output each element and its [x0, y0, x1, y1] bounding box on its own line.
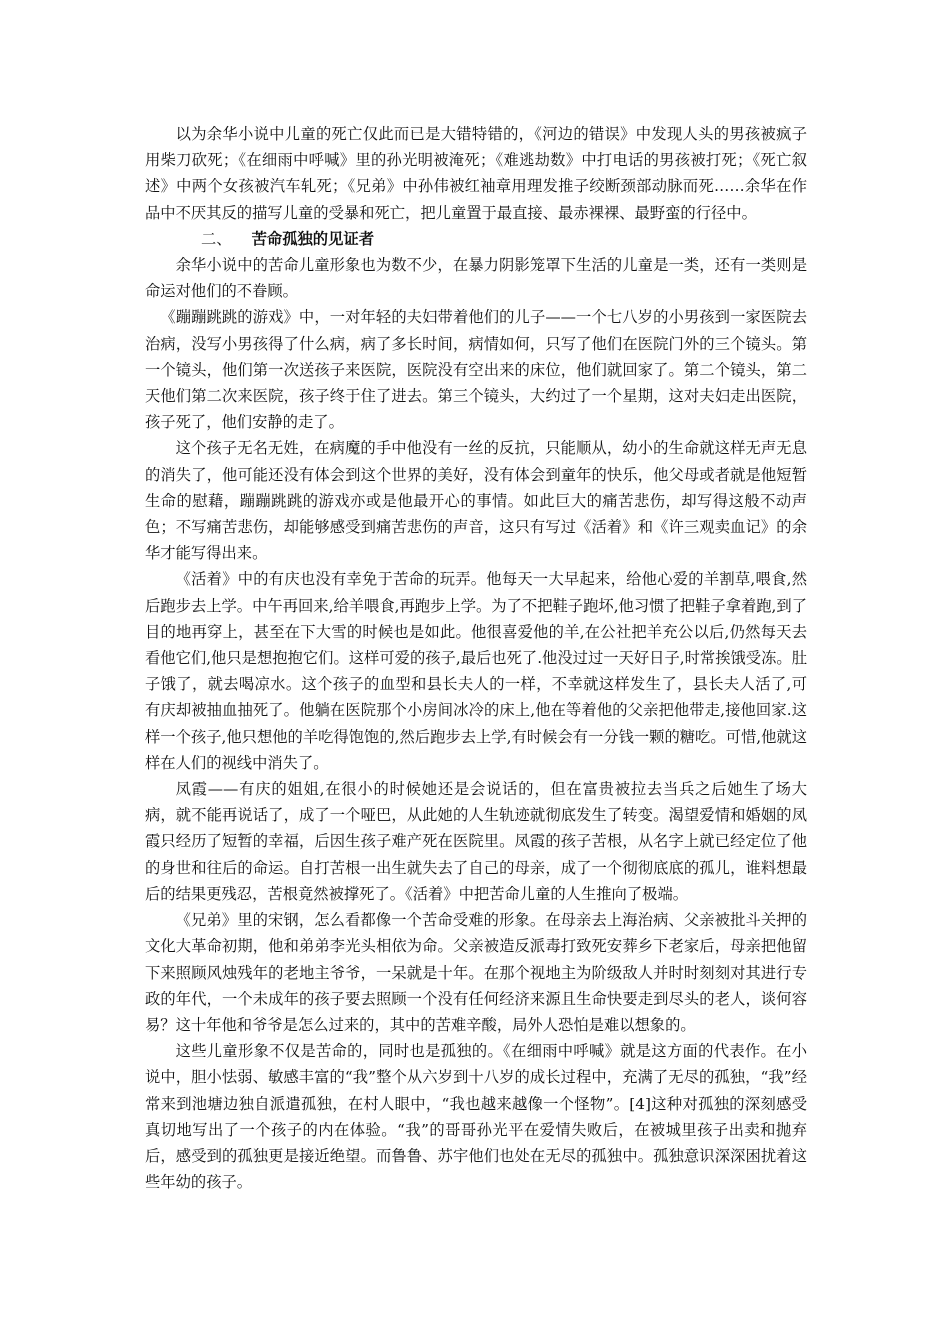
section-number: 二、 [201, 229, 232, 248]
document-body [145, 121, 807, 1195]
paragraph-song-gang: 《兄弟》里的宋钢，怎么看都像一个苦命受难的形象。在母亲去上海治病、父亲被批斗关押的文化大革命初期，他和弟弟李光头相依为命。父亲被造反派毒打致死安葬乡下老家后，母亲把他留下来照顾风烛残年的老地主爷爷，一呆就是十年。在那个视地主为阶级敌人并时时刻刻对其进行专政的年代，一个未成年的孩子要去照顾一个没有任何经济来源且生命快要走到尽头的老人，谈何容易？这十年他和爷爷是怎么过来的，其中的苦难辛酸，局外人恐怕是难以想象的。 [145, 911, 807, 1034]
paragraph-nameless-child: 这个孩子无名无姓，在病魔的手中他没有一丝的反抗，只能顺从，幼小的生命就这样无声无息的消失了，他可能还没有体会到这个世界的美好，没有体会到童年的快乐，他父母或者就是他短暂生命的慰藉，蹦蹦跳跳的游戏亦或是他最开心的事情。如此巨大的痛苦悲伤，却写得这般不动声色；不写痛苦悲伤，却能够感受到痛苦悲伤的声音，这只有写过《活着》和《许三观卖血记》的余华才能写得出来。 [145, 439, 807, 563]
paragraph-child-deaths: 以为余华小说中儿童的死亡仅此而已是大错特错的，《河边的错误》中发现人头的男孩被疯子用柴刀砍死；《在细雨中呼喊》里的孙光明被淹死；《难逃劫数》中打电话的男孩被打死；《死亡叙述》中两个女孩被汽车轧死；《兄弟》中孙伟被红袖章用理发推子绞断颈部动脉而死……余华在作品中不厌其反的描写儿童的受暴和死亡，把儿童置于最直接、最赤裸裸、最野蛮的行径中。 [145, 125, 807, 222]
paragraph-fengxia: 凤霞——有庆的姐姐,在很小的时候她还是会说话的，但在富贵被拉去当兵之后她生了场大病，就不能再说话了，成了一个哑巴，从此她的人生轨迹就彻底发生了转变。渴望爱情和婚姻的凤霞只经历了短暂的幸福，后因生孩子难产死在医院里。凤霞的孩子苦根，从名字上就已经定位了他的身世和往后的命运。自打苦根一出生就失去了自己的母亲，成了一个彻彻底底的孤儿，谁料想最后的结果更残忍，苦根竟然被撑死了。《活着》中把苦命儿童的人生推向了极端。 [145, 780, 807, 903]
paragraph-intro-bitter-children: 余华小说中的苦命儿童形象也为数不少，在暴力阴影笼罩下生活的儿童是一类，还有一类则是命运对他们的不眷顾。 [145, 256, 807, 301]
paragraph-youqing: 《活着》中的有庆也没有幸免于苦命的玩弄。他每天一大早起来，给他心爱的羊割草,喂食,然后跑步去上学。中午再回来,给羊喂食,再跑步上学。为了不把鞋子跑坏,他习惯了把鞋子拿着跑,到了目的地再穿上，甚至在下大雪的时候也是如此。他很喜爱他的羊,在公社把羊充公以后,仍然每天去看他它们,他只是想抱抱它们。这样可爱的孩子,最后也死了.他没过过一天好日子,时常挨饿受冻。肚子饿了，就去喝凉水。这个孩子的血型和县长夫人的一样，不幸就这样发生了，县长夫人活了,可有庆却被抽血抽死了。他躺在医院那个小房间冰冷的床上,他在等着他的父亲把他带走,接他回家.这样一个孩子,他只想他的羊吃得饱饱的,然后跑步去上学,有时候会有一分钱一颗的糖吃。可惜,他就这样在人们的视线中消失了。 [145, 570, 807, 772]
paragraph-loneliness: 这些儿童形象不仅是苦命的，同时也是孤独的。《在细雨中呼喊》就是这方面的代表作。在小说中，胆小怯弱、敏感丰富的“我”整个从六岁到十八岁的成长过程中，充满了无尽的孤独，“我”经常来到池塘边独自派遣孤独，在村人眼中，“我也越来越像一个怪物”。[4]这种对孤独的深刻感受真切地写出了一个孩子的内在体验。“我”的哥哥孙光平在爱情失败后，在被城里孩子出卖和抛弃后，感受到的孤独更是接近绝望。而鲁鲁、苏宇他们也处在无尽的孤独中。孤独意识深深困扰着这些年幼的孩子。 [145, 1042, 807, 1192]
section-title: 苦命孤独的见证者 [251, 229, 374, 248]
section-heading [145, 226, 807, 252]
paragraph-jumping-game: 《蹦蹦跳跳的游戏》中，一对年轻的夫妇带着他们的儿子——一个七八岁的小男孩到一家医院去治病，没写小男孩得了什么病，病了多长时间，病情如何，只写了他们在医院门外的三个镜头。第一个镜头，他们第一次送孩子来医院，医院没有空出来的床位，他们就回家了。第二个镜头，第二天他们第二次来医院，孩子终于住了进去。第三个镜头，大约过了一个星期，这对夫妇走出医院，孩子死了，他们安静的走了。 [145, 308, 807, 432]
